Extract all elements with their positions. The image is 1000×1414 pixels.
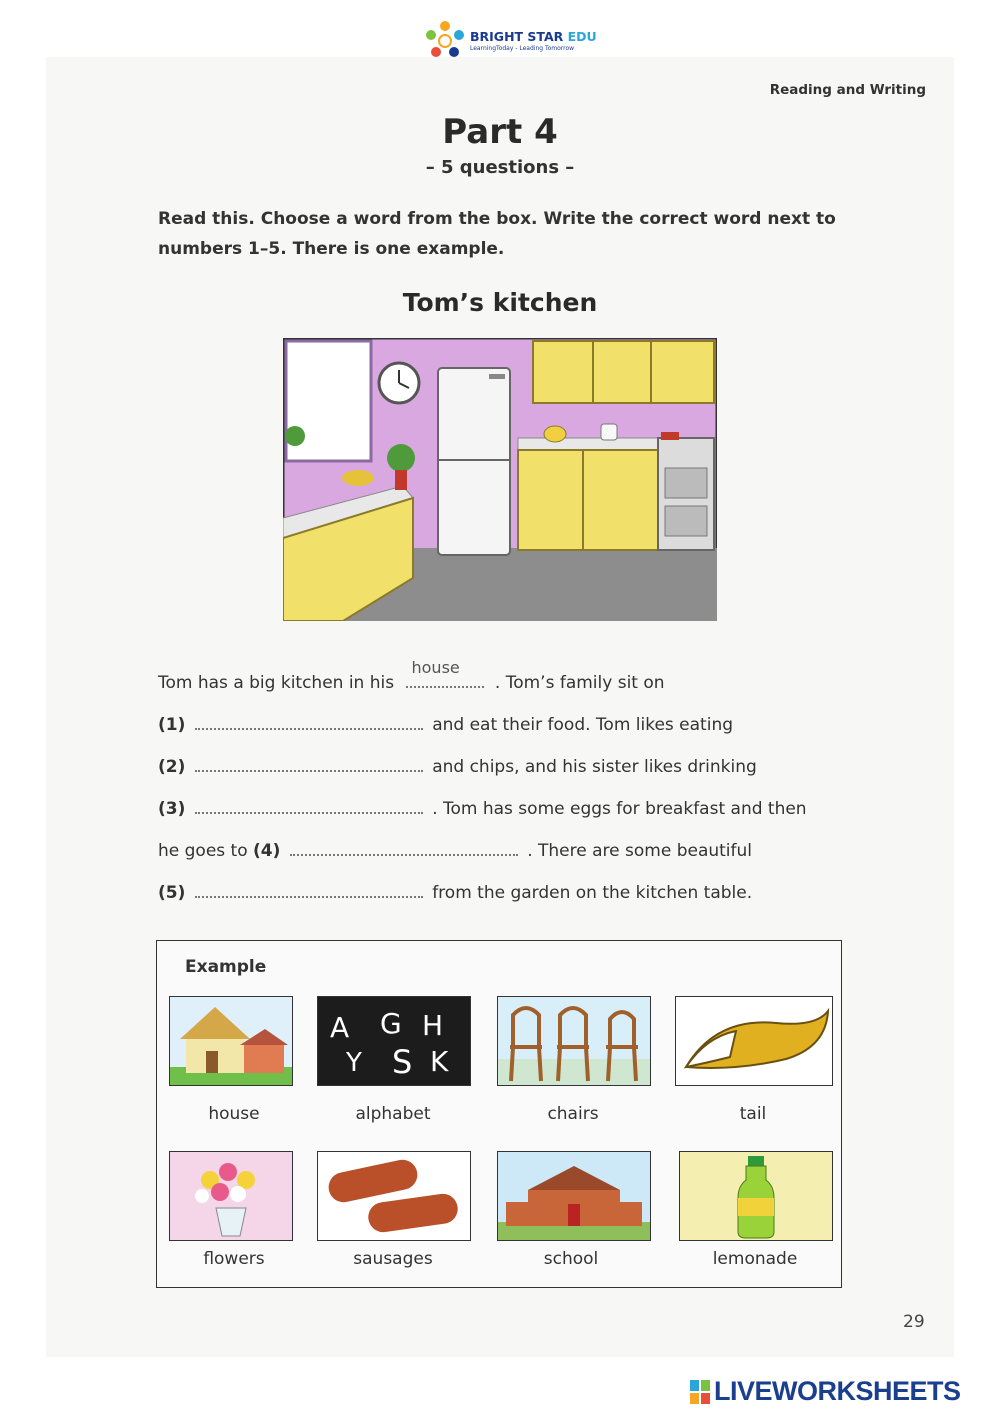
line-text: from the garden on the kitchen table. xyxy=(432,883,753,903)
line-text: he goes to xyxy=(158,841,248,861)
story-line-2 xyxy=(158,756,757,777)
story-line-1 xyxy=(158,714,733,735)
word-label: lemonade xyxy=(712,1249,798,1269)
svg-text:G: G xyxy=(380,1007,402,1040)
story-line-4 xyxy=(158,840,752,861)
plant-icon xyxy=(387,444,415,472)
brand-name: BRIGHT STAR EDU xyxy=(470,29,597,44)
kitchen-illustration xyxy=(283,338,717,621)
part-title: Part 4 xyxy=(442,112,558,152)
word-label: chairs xyxy=(547,1104,599,1124)
page-number: 29 xyxy=(903,1312,925,1332)
example-label: Example xyxy=(185,957,267,977)
svg-text:A: A xyxy=(330,1011,350,1044)
liveworksheets-logo-icon xyxy=(690,1380,710,1404)
word-label: house xyxy=(208,1104,260,1124)
svg-text:Y: Y xyxy=(346,1048,362,1078)
story-line-3 xyxy=(158,798,807,819)
question-number: (3) xyxy=(158,799,186,819)
part-subtitle: – 5 questions – xyxy=(425,157,575,178)
fruit-bowl-icon xyxy=(342,470,374,486)
answer-blank-1[interactable] xyxy=(195,714,423,730)
brand-tagline: LearningToday - Leading Tomorrow xyxy=(470,45,575,52)
liveworksheets-footer xyxy=(690,1376,990,1406)
question-number: (1) xyxy=(158,715,186,735)
answer-blank-5[interactable] xyxy=(195,882,423,898)
fridge xyxy=(438,368,510,555)
word-label: school xyxy=(543,1249,599,1269)
line-text: and chips, and his sister likes drinking xyxy=(432,757,757,777)
answer-blank-4[interactable] xyxy=(290,840,518,856)
jug-icon xyxy=(601,424,617,440)
line-text: . Tom’s family sit on xyxy=(494,673,665,693)
story-title: Tom’s kitchen xyxy=(402,288,598,317)
flowers-icon xyxy=(169,1151,293,1241)
tail-icon xyxy=(675,996,833,1086)
sausages-icon xyxy=(317,1151,471,1241)
kettle-icon xyxy=(544,426,566,442)
word-label: flowers xyxy=(203,1249,265,1269)
footer-brand: LIVEWORKSHEETS xyxy=(714,1376,961,1406)
word-label: sausages xyxy=(353,1249,433,1269)
question-number: (2) xyxy=(158,757,186,777)
question-number: (4) xyxy=(253,841,281,861)
word-label: tail xyxy=(739,1104,767,1124)
line-text: Tom has a big kitchen in his xyxy=(158,673,395,693)
answer-blank-3[interactable] xyxy=(195,798,423,814)
lower-cabinets xyxy=(518,450,658,550)
instructions: Read this. Choose a word from the box. Write the correct word next to numbers 1–5. There is one example. xyxy=(158,209,836,259)
word-label: alphabet xyxy=(355,1104,431,1124)
svg-text:K: K xyxy=(430,1045,449,1078)
answer-blank-2[interactable] xyxy=(195,756,423,772)
section-label: Reading and Writing xyxy=(769,82,926,98)
house-icon xyxy=(169,996,293,1086)
svg-text:S: S xyxy=(392,1043,413,1081)
line-text: . Tom has some eggs for breakfast and then xyxy=(432,799,807,819)
lemonade-bottle-icon xyxy=(679,1151,833,1241)
chairs-icon xyxy=(497,996,651,1086)
story-line-0 xyxy=(158,658,665,693)
line-text: . There are some beautiful xyxy=(527,841,753,861)
star-logo-icon xyxy=(422,18,468,64)
bright-star-logo xyxy=(422,18,597,64)
word-box xyxy=(156,940,842,1288)
line-text: and eat their food. Tom likes eating xyxy=(432,715,734,735)
svg-text:H: H xyxy=(422,1009,444,1042)
chalkboard-icon xyxy=(317,996,471,1086)
story-line-5 xyxy=(158,882,752,903)
school-icon xyxy=(497,1151,651,1241)
question-number: (5) xyxy=(158,883,186,903)
example-answer-field[interactable]: house xyxy=(406,672,484,688)
